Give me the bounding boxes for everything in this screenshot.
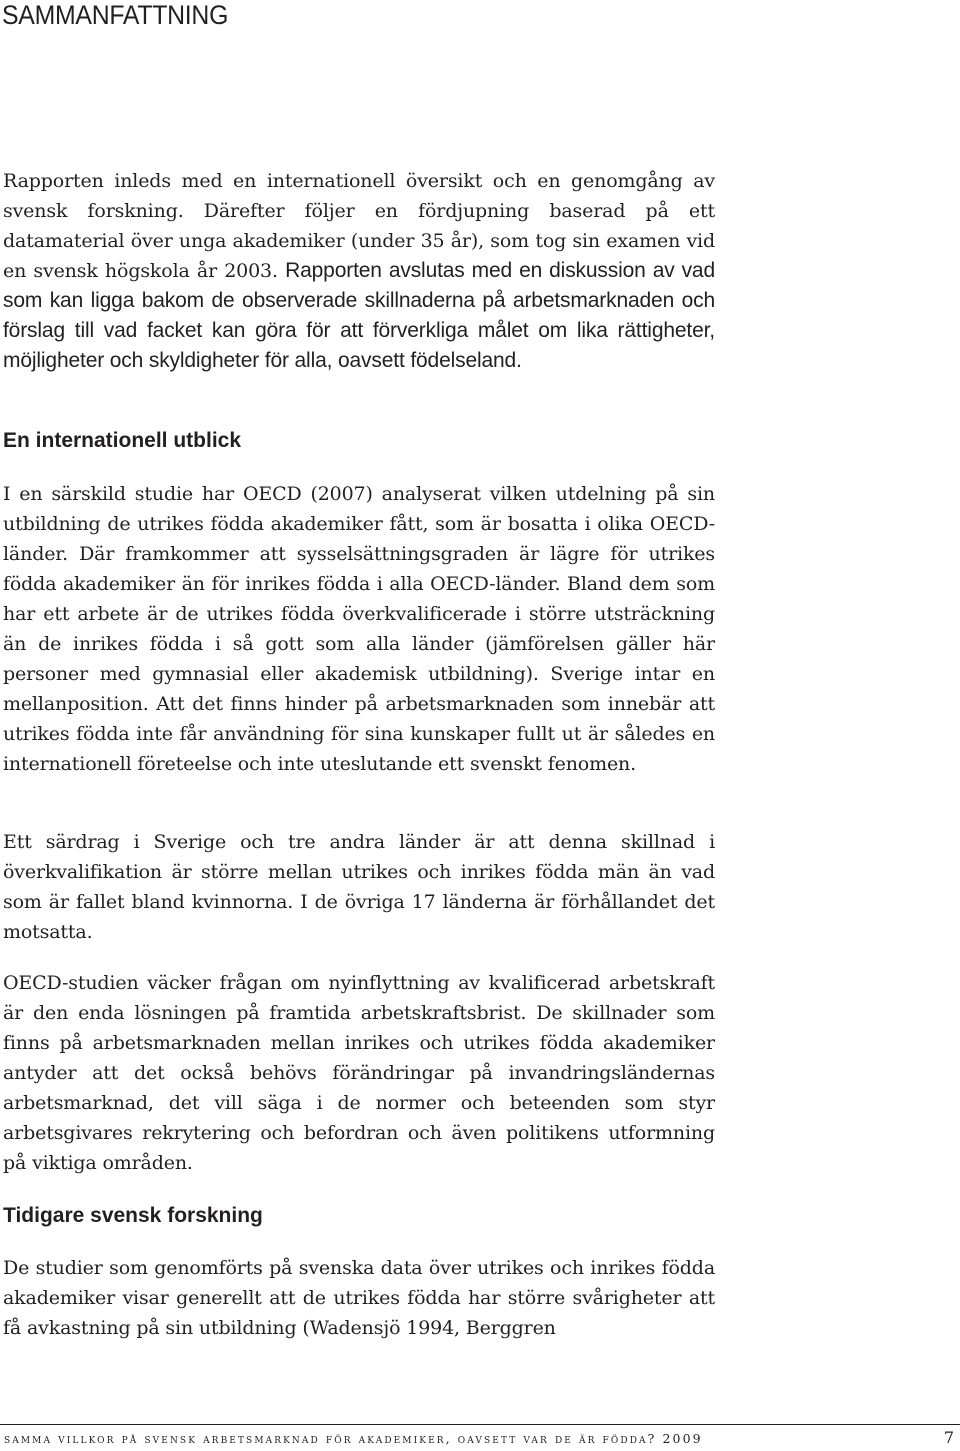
intro-text-serif: Rapporten inleds med en internationell översikt och en genomgång av svensk forskning. Därefter följer en fördjupning baserad på ett datamaterial över unga akademiker (under 35 år), som tog sin examen vid en svensk högskola år 2003. [3,170,715,282]
intro-text-sans: Rapporten avslutas med en diskussion av vad som kan ligga bakom de observerade skillnaderna på arbetsmarknaden och förslag till vad facket kan göra för att förverkliga målet om lika rättigheter, möjligheter och skyldigheter för alla, oavsett födelseland. [3,259,715,372]
intro-paragraph [3,166,715,376]
section-heading-international: En internationell utblick [3,429,242,452]
paragraph-oecd-question: OECD-studien väcker frågan om nyinflyttning av kvalificerad arbetskraft är den enda lösningen på framtida arbetskraftsbrist. De skillnader som finns på arbetsmarknaden mellan inrikes och utrikes födda akademiker antyder att det också behövs förändringar på invandringsländernas arbetsmarknad, det vill säga i de normer och beteenden som styr arbetsgivares rekrytering och befordran och även politikens utformning på viktiga områden. [3,972,715,1174]
paragraph-sweden-distinction: Ett särdrag i Sverige och tre andra länder är att denna skillnad i överkvalifikation är större mellan utrikes och inrikes födda män än vad som är fallet bland kvinnorna. I de övriga 17 länderna är förhållandet det motsatta. [3,831,715,943]
paragraph-oecd-study: I en särskild studie har OECD (2007) analyserat vilken utdelning på sin utbildning de utrikes födda akademiker fått, som är bosatta i olika OECD-länder. Där framkommer att sysselsättningsgraden är lägre för utrikes födda akademiker än för inrikes födda i alla OECD-länder. Bland dem som har ett arbete är de utrikes födda överkvalificerade i större utsträckning än de inrikes födda i så gott som alla länder (jämförelsen gäller här personer med gymnasial eller akademisk utbildning). Sverige intar en mellanposition. Att det finns hinder på arbetsmarknaden som innebär att utrikes födda inte får användning för sina kunskaper fullt ut är således en internationell företeelse och inte uteslutande ett svenskt fenomen. [3,483,715,775]
footer-divider [0,1424,960,1425]
paragraph-swedish-studies: De studier som genomförts på svenska data över utrikes och inrikes födda akademiker visar generellt att de utrikes födda har större svårigheter att få avkastning på sin utbildning (Wadensjö 1994, Berggren [3,1257,715,1339]
page-number: 7 [943,1428,954,1447]
page-title: SAMMANFATTNING [2,0,229,30]
section-heading-swedish-research: Tidigare svensk forskning [3,1204,263,1227]
footer-running-title: samma villkor på svensk arbetsmarknad för akademiker, oavsett var de är födda? 2009 [4,1431,703,1446]
